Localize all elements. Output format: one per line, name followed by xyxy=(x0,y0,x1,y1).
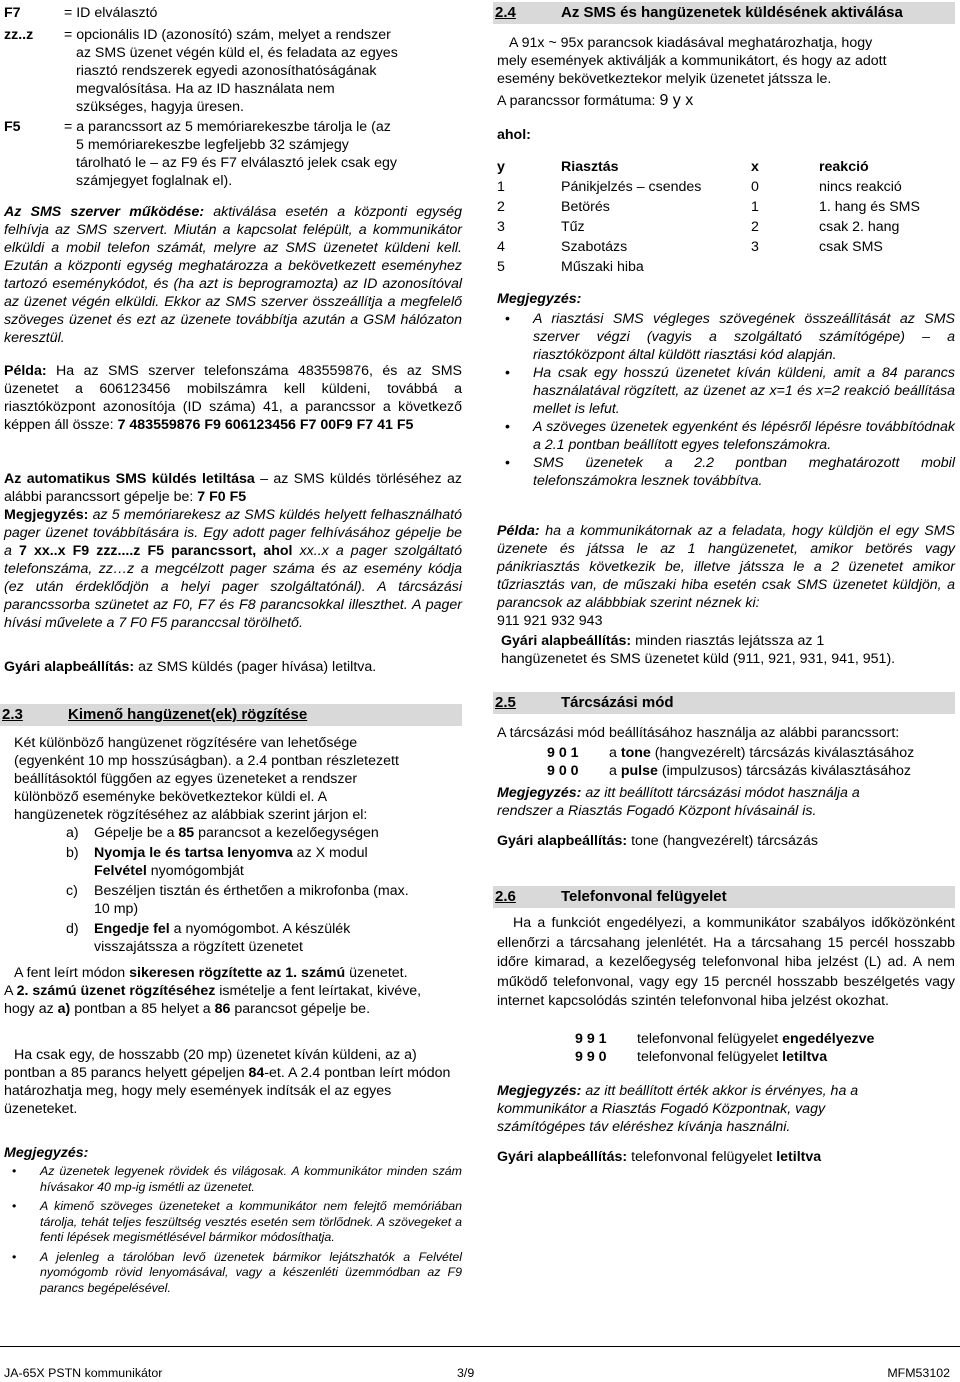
note-item: • Ha csak egy hosszú üzenetet kíván küldeni, amit a 84 parancs használatával rögzített, az üzenet az x=1 és x=2 reakció beállítása mellet is lefut. xyxy=(497,364,955,418)
example-lead: Példa: xyxy=(497,523,540,539)
table-cell: 1. hang és SMS xyxy=(819,199,920,215)
notes-label: Megjegyzés: xyxy=(497,291,582,307)
pager-code: 7 xx..x F9 zzz....z F5 parancssort, ahol xyxy=(18,543,293,559)
example-text: Ha az SMS szerver telefonszáma 483559876, és az SMS üzenetet a 606123456 mobilszámra kell küldeni, továbbá a riasztóközpont azonosítója (ID száma) 41, a parancssor a következő képpen áll össze: xyxy=(4,363,462,433)
right-notes-list xyxy=(497,310,955,490)
table-cell: Betörés xyxy=(561,199,610,215)
right-example-paragraph xyxy=(497,522,955,630)
text-part: pontban a 85 helyet a xyxy=(70,1001,215,1017)
table-cell: csak 2. hang xyxy=(819,219,900,235)
factory-default-2-5 xyxy=(497,832,818,850)
note-item: • SMS üzenetek a 2.2 pontban meghatározott mobil telefonszámokra lesznek továbbítva. xyxy=(497,454,955,490)
step-text xyxy=(94,824,379,842)
section-number xyxy=(0,704,68,726)
table-cell: 4 xyxy=(497,239,505,255)
text-part: A xyxy=(4,983,17,999)
desc-bold: pulse xyxy=(620,763,658,779)
factory-label: Gyári alapbeállítás: xyxy=(501,633,632,649)
desc-part: (hangvezérelt) tárcsázás kiválasztásához xyxy=(650,745,915,761)
note-text: az itt beállított tárcsázási módot használja a rendszer a Riasztás Fogadó Központ hívásainál is. xyxy=(497,785,860,819)
auto-sms-text: – az SMS küldés törléséhez az alábbi parancssort gépelje be: xyxy=(4,471,462,505)
line-supervision-codes xyxy=(525,1030,955,1066)
step-text-bold: 85 xyxy=(178,825,195,841)
note-item: • A jelenleg a tárolóban levő üzenetek bármikor lejátszhatók a Felvétel nyomógomb rövid lenyomásával, vagy a készenléti üzemmódban az F9 parancs begépelésével. xyxy=(4,1250,462,1297)
table-row xyxy=(497,218,955,238)
section-2-3-intro xyxy=(14,734,462,824)
table-cell: Pánikjelzés – csendes xyxy=(561,179,702,195)
table-row xyxy=(497,258,955,278)
section-2-6-note xyxy=(497,1082,917,1136)
def-value xyxy=(64,118,462,190)
def-value xyxy=(64,26,462,116)
sms-server-text: aktiválása esetén a központi egység felhívja az SMS szervert. Miután a kapcsolat felépült, a kommunikátor elküldi a mobil telefon számát, melyre az SMS üzenetet küldeni kell. Ezután a központi egység meghatározza a bekövetkezett eseményhez tartozó eseménykódot, és (ha azt is beprogramozta) az ID azonosítóval az üzenet végén elküldi. Ekkor az SMS szerver összeállítja a megfelelő szöveges üzenet és ezt az üzenete továbbítja azután a GSM hálózaton keresztül. xyxy=(4,204,462,346)
def-line: riasztó rendszerek egyedi azonosíthatóságának xyxy=(76,63,377,79)
table-row xyxy=(497,178,955,198)
step-b xyxy=(66,844,466,880)
def-line: tárolható le – az F9 és F7 elválasztó jelek csak egy xyxy=(76,155,397,171)
def-line: megvalósítása. Ha az ID használata nem xyxy=(76,81,335,97)
table-cell: Műszaki hiba xyxy=(561,259,644,275)
desc-part: telefonvonal felügyelet xyxy=(637,1031,783,1047)
sms-server-lead: Az SMS szerver működése: xyxy=(4,204,205,220)
text-bold: 86 xyxy=(214,1001,231,1017)
table-cell: 1 xyxy=(751,199,759,215)
text-part: A fent leírt módon xyxy=(14,965,130,981)
table-cell: Szabotázs xyxy=(561,239,628,255)
factory-value: tone (hangvezérelt) tárcsázás xyxy=(627,833,818,849)
section-title: Tárcsázási mód xyxy=(561,694,674,711)
table-cell: Tűz xyxy=(561,219,585,235)
note-label: Megjegyzés: xyxy=(497,785,582,801)
section-2-6-intro: Ha a funkciót engedélyezi, a kommunikátor szabályos időközönként ellenőrzi a tárcsahang jelenlétét. Ha a tárcsahang 15 percél hosszabb időre kimarad, a kezelőegység telefonvonal hiba jelzést (L) ad. A nem működő telefonvonal, vagy egy 15 percnél hosszabb beszélgetés vagy internet kapcsolódás szintén telefonvonal hiba jelzést okozhat. xyxy=(497,915,955,1009)
section-number xyxy=(493,692,561,714)
page-footer xyxy=(0,1346,960,1380)
note-item: • A kimenő szöveges üzeneteket a kommunikátor nem felejtő memóriában tárolja, tehát teljes feszültség vesztés esetén sem törlődnek. A szövegeket a fenti lépések megismétlésével bármikor módosíthatja. xyxy=(4,1199,462,1246)
def-line: = opcionális ID (azonosító) szám, melyet a rendszer xyxy=(64,27,391,43)
factory-label: Gyári alapbeállítás: xyxy=(4,659,135,675)
intro-line: Két különböző hangüzenet rögzítésére van lehetősége xyxy=(14,735,358,751)
format-code: 9 y x xyxy=(659,92,694,109)
section-number-text: 2.5 xyxy=(495,694,516,711)
text-bold: a) xyxy=(57,1001,71,1017)
auto-sms-paragraph xyxy=(4,470,462,632)
table-header-cell: x xyxy=(751,159,759,175)
text-part: parancsot gépelje be. xyxy=(230,1001,371,1017)
line-code-row xyxy=(575,1048,955,1066)
table-cell: 2 xyxy=(751,219,759,235)
step-a xyxy=(66,824,466,842)
step-label: c) xyxy=(66,883,78,899)
section-2-4-intro xyxy=(497,34,957,88)
desc-part: a xyxy=(609,745,621,761)
example-text: ha a kommunikátornak az a feladata, hogy küldjön el egy SMS üzenete és játssa le az 1 hangüzenetet, amikor betörés vagy pánikriasztás következik be, illetve játssza le a 2 üzenetet amikor tűzriasztás van, de műszaki hiba esetén csak SMS üzenetet küldjön, a parancsok az alábbbiak szerint néznek ki: xyxy=(497,523,955,611)
dial-code-row xyxy=(547,762,957,780)
factory-default-2-6 xyxy=(497,1148,821,1166)
note-item: • A riasztási SMS végleges szövegének összeállítását az SMS szerver végzi (vagyis a szolgáltató számítógépe) – a riasztóközpont által küldött riasztási kód alapján. xyxy=(497,310,955,364)
table-cell xyxy=(751,258,819,278)
table-header-cell: Riasztás xyxy=(561,159,619,175)
section-number-text: 2.4 xyxy=(495,4,516,21)
section-number-text: 2.6 xyxy=(495,888,516,905)
footer-rule xyxy=(0,1346,960,1347)
auto-sms-title: Az automatikus SMS küldés letiltása xyxy=(4,471,255,487)
factory-value-bold: letiltva xyxy=(776,1149,822,1165)
table-header-cell: reakció xyxy=(819,159,869,175)
section-title: Kimenő hangüzenet(ek) rögzítése xyxy=(68,706,308,723)
intro-line: esemény bekövetkeztekor melyik üzenetet játssza le. xyxy=(497,71,832,87)
def-line: = a parancssort az 5 memóriarekeszbe tárolja le (az xyxy=(64,119,391,135)
def-row-f5 xyxy=(4,118,462,190)
section-2-6-heading xyxy=(493,886,955,908)
table-cell: 1 xyxy=(497,179,505,195)
text-bold: 84 xyxy=(248,1065,265,1081)
factory-label: Gyári alapbeállítás: xyxy=(497,1149,628,1165)
note-item: • Az üzenetek legyenek rövidek és világosak. A kommunikátor minden szám hívásakor 40 mp-ig ismétli az üzenetet. xyxy=(4,1164,462,1195)
step-text-part: visszajátssza a rögzített üzenetet xyxy=(94,939,303,955)
auto-sms-code: 7 F0 F5 xyxy=(197,489,247,505)
def-row-f7 xyxy=(4,4,462,22)
note-item: • A szöveges üzenetek egyenként és lépésről lépésre továbbítódnak a 2.1 pontban beállított egyes telefonszámokra. xyxy=(497,418,955,454)
step-text-part: az X modul xyxy=(292,845,368,861)
command-code: 9 9 1 xyxy=(575,1031,607,1047)
note-text: az itt beállított érték akkor is érvényes, ha a kommunikátor a Riasztás Fogadó Központnak, vagy számítógépes táv eléréshez kívánja használni. xyxy=(497,1083,859,1135)
step-c xyxy=(66,882,466,918)
table-cell: csak SMS xyxy=(819,239,883,255)
format-label: A parancssor formátuma: xyxy=(497,93,660,109)
step-text-part: parancsot a kezelőegységen xyxy=(194,825,379,841)
step-text xyxy=(94,882,409,918)
table-cell: 3 xyxy=(497,219,505,235)
section-2-3-second-message xyxy=(14,964,462,982)
command-code: 9 0 1 xyxy=(547,745,579,761)
step-label: b) xyxy=(66,845,79,861)
section-2-3-long-message xyxy=(4,1046,456,1118)
text-part: -et. A 2.4 pontban leírt módon határozhatja meg, hogy mely események indítsák el az egyes üzeneteket. xyxy=(4,1065,451,1117)
command-format xyxy=(497,92,693,110)
section-title: Telefonvonal felügyelet xyxy=(561,888,727,905)
section-2-5-intro: A tárcsázási mód beállításához használja az alábbi parancssort: xyxy=(497,725,900,741)
command-code: 9 0 0 xyxy=(547,763,579,779)
text-part: Ha csak egy, de hosszabb (20 mp) üzenetet kíván küldeni, az a) pontban a 85 parancs helyett gépeljen xyxy=(4,1047,417,1081)
intro-line: (egyenként 10 mp hosszúságban). a 2.4 pontban részletezett xyxy=(14,753,399,769)
table-header-row xyxy=(497,158,955,178)
step-text-bold: Engedje fel xyxy=(94,921,170,937)
desc-part: telefonvonal felügyelet xyxy=(637,1049,783,1065)
recording-steps xyxy=(66,824,466,956)
section-number xyxy=(493,886,561,908)
text-bold: 2. számú üzenet rögzítéséhez xyxy=(16,983,216,999)
line-code-row xyxy=(575,1030,955,1048)
desc-bold: tone xyxy=(620,745,651,761)
factory-value: minden riasztás lejátssza az 1 xyxy=(631,633,825,649)
desc-part: a xyxy=(609,763,621,779)
step-text xyxy=(94,920,350,956)
factory-value: az SMS küldés (pager hívása) letiltva. xyxy=(134,659,377,675)
footer-doc-code: MFM53102 xyxy=(887,1366,950,1380)
section-2-5-heading xyxy=(493,692,955,714)
factory-label: Gyári alapbeállítás: xyxy=(497,833,628,849)
example-lead: Példa: xyxy=(4,363,47,379)
example-code: 7 483559876 F9 606123456 F7 00F9 F7 41 F5 xyxy=(117,417,414,433)
desc-bold: engedélyezve xyxy=(782,1031,875,1047)
def-line: számjegyet foglalnak el). xyxy=(76,173,233,189)
section-title: Az SMS és hangüzenetek küldésének aktiválása xyxy=(561,4,903,21)
factory-value-line2: hangüzenetet és SMS üzenetet küld (911, 921, 931, 941, 951). xyxy=(501,651,896,667)
table-cell: 5 xyxy=(497,259,505,275)
table-cell: 0 xyxy=(751,179,759,195)
factory-value: telefonvonal felügyelet xyxy=(627,1149,777,1165)
auto-sms-note: az 5 memóriarekesz az SMS küldés helyett felhasználható pager üzenet továbbítására is. Egy adott pager felhívásához gépelje be a xyxy=(4,507,462,559)
command-desc xyxy=(637,1048,827,1066)
step-text-part: 10 mp) xyxy=(94,901,139,917)
step-text-part: a nyomógombot. A készülék xyxy=(169,921,351,937)
def-key: zz..z xyxy=(4,27,34,43)
left-notes-list xyxy=(4,1164,462,1296)
intro-line: A 91x ~ 95x parancsok kiadásával meghatározhatja, hogy xyxy=(509,35,873,51)
table-row xyxy=(497,238,955,258)
table-cell: 3 xyxy=(751,239,759,255)
step-d xyxy=(66,920,466,956)
text-part: üzenetet. xyxy=(345,965,408,981)
section-number xyxy=(493,2,561,24)
step-text xyxy=(94,844,368,880)
section-2-3-second-message-cont xyxy=(4,982,452,1018)
definition-list xyxy=(4,4,462,190)
dial-mode-codes xyxy=(497,744,957,780)
desc-bold: letiltva xyxy=(782,1049,828,1065)
where-label: ahol: xyxy=(497,127,531,143)
footer-product: JA-65X PSTN kommunikátor xyxy=(4,1366,163,1380)
factory-default-sms xyxy=(4,658,462,676)
command-desc xyxy=(609,762,911,780)
example-codes: 911 921 932 943 xyxy=(497,613,603,629)
step-text-part: Beszéljen tisztán és érthetően a mikrofonba (max. xyxy=(94,883,409,899)
text-part: ismételje a fent leírtakat, kivéve, hogy az xyxy=(4,983,422,1017)
section-2-3-heading xyxy=(0,704,462,726)
step-text-part: Gépelje be a xyxy=(94,825,179,841)
table-cell xyxy=(819,258,955,278)
section-number-text: 2.3 xyxy=(2,706,23,723)
intro-line: beállításoktól függően az egyes üzeneteket a rendszer xyxy=(14,771,358,787)
table-header-cell: y xyxy=(497,159,505,175)
note-label: Megjegyzés: xyxy=(4,507,89,523)
def-row-zz xyxy=(4,26,462,116)
pager-text: xx..x a pager szolgáltató telefonszáma, zz…z a megcélzott pager száma és az esemény kódja (ez után érdeklődjön a helyi pager szolgáltatónál). A tárcsázási parancssorba szünetet az F0, F7 és F8 parancsokkal illeszthet. A pager hívási művelete a 7 F0 F5 paranccsal törölhető. xyxy=(4,543,462,631)
intro-line: hangüzenetek rögzítéséhez az alábbiak szerint járjon el: xyxy=(14,807,368,823)
step-text-bold: Felvétel xyxy=(94,863,147,879)
step-text-bold: Nyomja le és tartsa lenyomva xyxy=(94,845,293,861)
command-code: 9 9 0 xyxy=(575,1049,607,1065)
def-line: 5 memóriarekeszbe legfeljebb 32 számjegy xyxy=(76,137,349,153)
table-cell: 2 xyxy=(497,199,505,215)
desc-part: (impulzusos) tárcsázás kiválasztásához xyxy=(657,763,912,779)
step-label: a) xyxy=(66,825,79,841)
def-key: F5 xyxy=(4,119,21,135)
text-bold: sikeresen rögzítette az 1. számú xyxy=(129,965,346,981)
def-line: az SMS üzenet végén küld el, és feladata az egyes xyxy=(76,45,398,61)
table-cell: nincs reakció xyxy=(819,179,902,195)
note-label: Megjegyzés: xyxy=(497,1083,582,1099)
section-2-4-heading xyxy=(493,2,955,24)
intro-line: különböző eseményke bekövetkeztekor küldi el. A xyxy=(14,789,328,805)
factory-default-2-4 xyxy=(501,632,957,668)
command-desc xyxy=(609,744,914,762)
table-row xyxy=(497,198,955,218)
sms-server-paragraph xyxy=(4,203,462,347)
footer-page-number: 3/9 xyxy=(457,1366,475,1380)
notes-label: Megjegyzés: xyxy=(4,1145,89,1161)
dial-code-row xyxy=(547,744,957,762)
def-value xyxy=(64,4,462,22)
step-label: d) xyxy=(66,921,79,937)
example-paragraph xyxy=(4,362,462,434)
intro-line: mely események aktiválják a kommunikátort, és hogy az adott xyxy=(497,53,887,69)
step-text-part: nyomógombját xyxy=(146,863,244,879)
reaction-table xyxy=(497,158,955,278)
def-line: szükséges, hagyja üresen. xyxy=(76,99,244,115)
section-2-5-note xyxy=(497,784,917,820)
def-key: F7 xyxy=(4,5,21,21)
command-desc xyxy=(637,1030,874,1048)
def-line: = ID elválasztó xyxy=(64,5,158,21)
